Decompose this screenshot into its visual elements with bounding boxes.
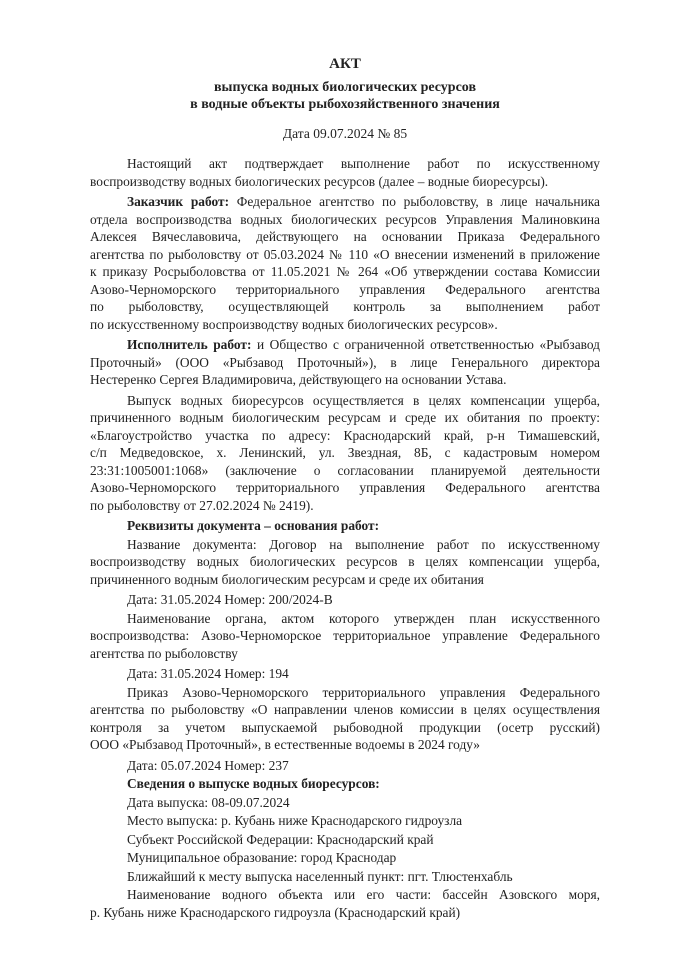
paragraph	[90, 812, 600, 830]
line-text: Ближайший к месту выпуска населенный пункт: пгт. Тлюстенхабль	[127, 868, 513, 884]
line-text: Дата: 05.07.2024 Номер: 237	[127, 757, 289, 773]
text-line	[90, 610, 600, 628]
text-line	[90, 684, 600, 702]
text-line	[90, 427, 600, 445]
line-text: воспроизводству водных биологических ресурсов в целях компенсации ущерба,	[90, 554, 600, 569]
text-line	[90, 571, 600, 589]
document-subtitle-line-2: в водные объекты рыбохозяйственного значения	[190, 97, 500, 112]
line-text: агентства по рыболовству «О направлении членов комиссии в целях осуществления	[90, 702, 600, 717]
paragraph	[90, 392, 600, 515]
line-text: Алексея Вячеславовича, действующего на основании Приказа Федерального	[90, 229, 600, 244]
text-line	[90, 193, 600, 211]
line-text: Наименование органа, актом которого утвержден план искусственного	[127, 610, 600, 626]
text-line	[90, 211, 600, 229]
paragraph	[90, 193, 600, 333]
document-date-number: Дата 09.07.2024 № 85	[282, 126, 408, 141]
text-line	[90, 371, 600, 389]
text-line	[90, 281, 600, 299]
paragraph	[90, 155, 600, 190]
line-text: агентства по рыболовству	[90, 645, 238, 661]
line-text: Проточный» (ООО «Рыбзавод Проточный»), в лице Генерального директора	[90, 354, 600, 370]
line-text: р. Кубань ниже Краснодарского гидроузла (Краснодарский край)	[90, 904, 461, 920]
text-line	[90, 849, 600, 867]
paragraph	[90, 684, 600, 754]
text-line	[90, 627, 600, 645]
paragraph	[90, 610, 600, 663]
line-text: Субъект Российской Федерации: Краснодарский край	[127, 831, 434, 847]
text-line	[90, 263, 600, 281]
document-subtitle-line-1: выпуска водных биологических ресурсов	[213, 80, 477, 95]
section-label: Реквизиты документа – основания работ:	[127, 518, 380, 533]
line-text: причиненного водным биологическим ресурсам и среде их обитания по проекту:	[90, 410, 600, 425]
text-line	[90, 775, 600, 793]
line-text: Место выпуска: р. Кубань ниже Краснодарского гидроузла	[127, 813, 463, 828]
text-line	[90, 336, 600, 354]
text-line	[90, 155, 600, 173]
line-text: Настоящий акт подтверждает выполнение работ по искусственному	[127, 156, 600, 171]
line-text: Название документа: Договор на выполнение работ по искусственному	[127, 536, 600, 552]
text-line	[90, 736, 600, 754]
text-line	[90, 497, 600, 515]
text-line	[90, 831, 600, 849]
paragraph	[90, 794, 600, 812]
line-text: Выпуск водных биоресурсов осуществляется в целях компенсации ущерба,	[127, 392, 600, 408]
line-text: ООО «Рыбзавод Проточный», в естественные водоемы в 2024 году»	[90, 737, 481, 752]
paragraph	[90, 886, 600, 921]
line-text: причиненного водным биологическим ресурсам и среде их обитания	[90, 571, 484, 587]
line-text: Муниципальное образование: город Краснодар	[127, 850, 397, 865]
paragraph	[90, 775, 600, 793]
text-line	[90, 553, 600, 571]
line-text: Азово-Черноморского территориального управления Федерального агентства	[90, 281, 600, 297]
text-line	[90, 316, 600, 334]
line-text: 23:31:1005001:1068» (заключение о согласовании планируемой деятельности	[90, 462, 600, 478]
section-label: Сведения о выпуске водных биоресурсов:	[127, 776, 380, 791]
line-text: Дата: 31.05.2024 Номер: 194	[127, 666, 289, 681]
line-text: и Общество с ограниченной ответственностью «Рыбзавод	[251, 337, 600, 352]
section-label: Исполнитель работ:	[127, 337, 252, 352]
text-line	[90, 701, 600, 719]
line-text: по искусственному воспроизводству водных биологических ресурсов».	[90, 316, 498, 332]
text-line	[90, 794, 600, 812]
paragraph	[90, 849, 600, 867]
line-text: Наименование водного объекта или его части: бассейн Азовского моря,	[127, 887, 600, 902]
section-label: Заказчик работ:	[127, 194, 230, 209]
text-line	[90, 812, 600, 830]
line-text: Федеральное агентство по рыболовству, в лице начальника	[229, 194, 600, 209]
line-text: Дата: 31.05.2024 Номер: 200/2024-В	[127, 592, 333, 607]
text-line	[90, 444, 600, 462]
text-line	[90, 462, 600, 480]
text-line	[90, 886, 600, 904]
line-text: Азово-Черноморского территориального управления Федерального агентства	[90, 480, 600, 495]
line-text: к приказу Росрыболовства от 11.05.2021 № 264 «Об утверждении состава Комиссии	[90, 264, 600, 279]
line-text: с/п Медведовское, х. Ленинский, ул. Звездная, 8Б, с кадастровым номером	[90, 445, 600, 460]
text-line	[90, 246, 600, 264]
paragraph	[90, 517, 600, 535]
line-text: воспроизводству водных биологических ресурсов (далее – водные биоресурсы).	[90, 173, 549, 189]
text-line	[90, 591, 600, 609]
line-text: отдела воспроизводства водных биологических ресурсов Управления Малиновкина	[90, 211, 600, 227]
text-line	[90, 409, 600, 427]
text-line	[90, 645, 600, 663]
text-line	[90, 904, 600, 922]
line-text: контроля за учетом выпускаемой рыбоводной продукции (осетр русский)	[90, 719, 600, 735]
line-text: Дата выпуска: 08-09.07.2024	[127, 794, 290, 810]
line-text: воспроизводства: Азово-Черноморское территориальное управление Федерального	[90, 628, 600, 643]
line-text: «Благоустройство участка по адресу: Краснодарский край, р-н Тимашевский,	[90, 427, 600, 443]
text-line	[90, 757, 600, 775]
paragraph	[90, 757, 600, 775]
line-text: Приказ Азово-Черноморского территориального управления Федерального	[127, 684, 600, 700]
text-line	[90, 868, 600, 886]
paragraph	[90, 336, 600, 389]
document-page	[90, 56, 600, 924]
text-line	[90, 719, 600, 737]
text-line	[90, 173, 600, 191]
document-title: АКТ	[329, 56, 361, 72]
line-text: Нестеренко Сергея Владимировича, действующего на основании Устава.	[90, 372, 507, 387]
paragraph	[90, 536, 600, 589]
text-line	[90, 536, 600, 554]
paragraph	[90, 665, 600, 683]
paragraph	[90, 868, 600, 886]
line-text: по рыболовству от 27.02.2024 № 2419).	[90, 497, 314, 513]
text-line	[90, 479, 600, 497]
text-line	[90, 392, 600, 410]
text-line	[90, 228, 600, 246]
document-body	[90, 155, 600, 921]
text-line	[90, 665, 600, 683]
paragraph	[90, 831, 600, 849]
line-text: агентства по рыболовству от 05.03.2024 № 110 «О внесении изменений в приложение	[90, 246, 600, 262]
line-text: по рыболовству, осуществляющей контроль за выполнением работ	[90, 299, 600, 314]
text-line	[90, 354, 600, 372]
text-line	[90, 298, 600, 316]
paragraph	[90, 591, 600, 609]
text-line	[90, 517, 600, 535]
